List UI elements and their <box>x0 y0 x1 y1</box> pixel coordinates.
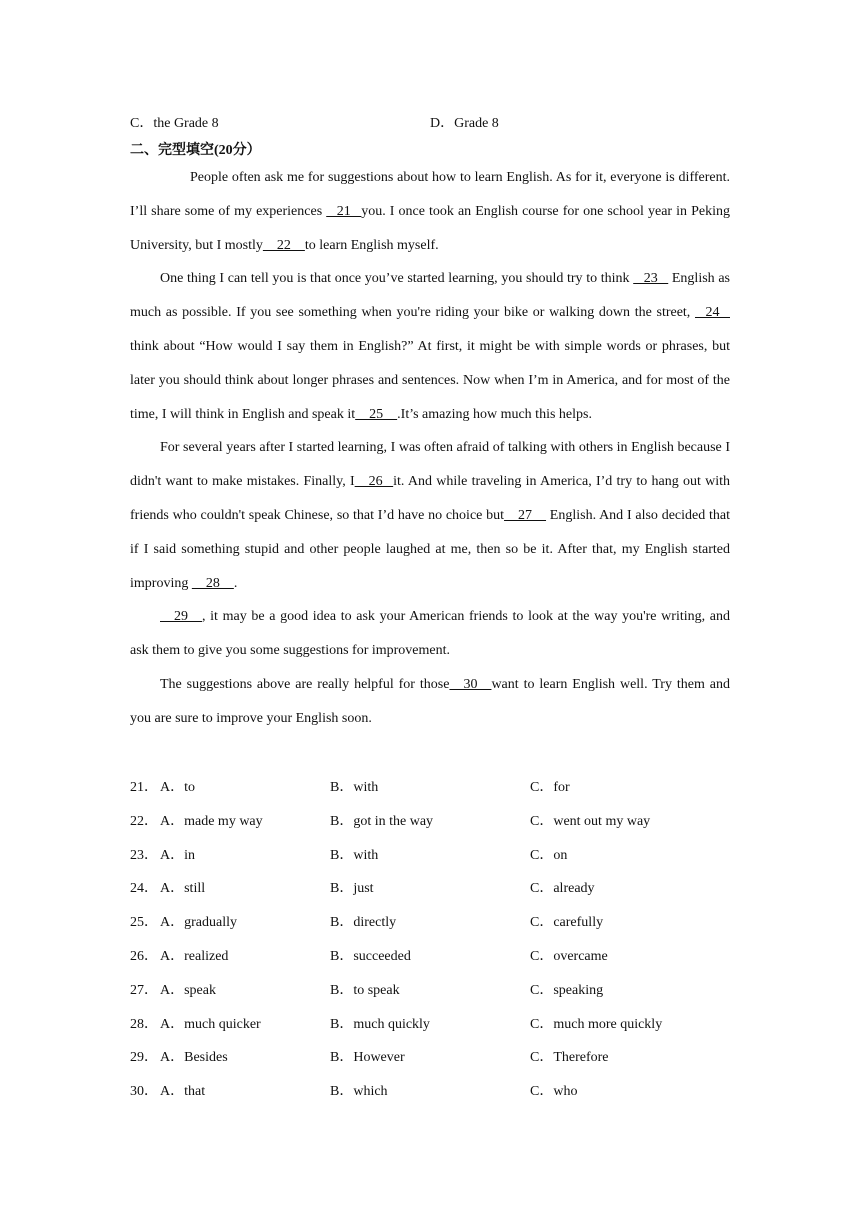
option-a[interactable]: A．made my way <box>160 813 263 829</box>
option-a[interactable]: A．in <box>160 847 195 863</box>
question-row <box>130 804 730 838</box>
option-b[interactable]: B．with <box>330 847 379 863</box>
question-number: 29． <box>130 1050 158 1066</box>
option-b[interactable]: B．However <box>330 1050 405 1066</box>
option-a[interactable]: A．still <box>160 881 206 897</box>
question-row <box>130 939 730 973</box>
option-c[interactable]: C．went out my way <box>530 813 651 829</box>
option-a[interactable]: A．gradually <box>160 915 237 931</box>
option-a[interactable]: A．Besides <box>160 1050 228 1066</box>
option-c[interactable]: C．Therefore <box>530 1050 609 1066</box>
option-b[interactable]: B．just <box>330 881 374 897</box>
option-c[interactable]: C．already <box>530 881 595 897</box>
option-c[interactable]: C．on <box>530 847 568 863</box>
blank-21: 21 <box>326 203 362 219</box>
option-c[interactable]: C．much more quickly <box>530 1016 663 1032</box>
option-a[interactable]: A．much quicker <box>160 1016 261 1032</box>
question-number: 23． <box>130 847 158 863</box>
blank-29: 29 <box>160 609 202 625</box>
option-a[interactable]: A．realized <box>160 948 229 964</box>
question-row <box>130 1040 730 1074</box>
option-c[interactable]: C．for <box>530 780 570 795</box>
option-d: D．Grade 8 <box>430 116 499 131</box>
question-row <box>130 770 730 804</box>
question-row <box>130 1007 730 1041</box>
question-number: 27． <box>130 982 158 998</box>
option-b[interactable]: B．with <box>330 780 379 795</box>
question-number: 28． <box>130 1016 158 1032</box>
option-a[interactable]: A．speak <box>160 982 216 998</box>
blank-24: 24 <box>695 305 730 321</box>
question-row <box>130 838 730 872</box>
question-number: 26． <box>130 948 158 964</box>
blank-26: 26 <box>354 474 394 490</box>
question-number: 21． <box>130 780 158 795</box>
paragraph-5: The suggestions above are really helpful for those 30 want to learn English well. Try them and you are sure to improve your English soon. <box>130 668 730 736</box>
option-c: C．the Grade 8 <box>130 116 219 131</box>
blank-25: 25 <box>355 406 398 422</box>
question-row <box>130 871 730 905</box>
blank-22: 22 <box>262 237 305 253</box>
paragraph-2: One thing I can tell you is that once you’ve started learning, you should try to think 23 English as much as possible. If you see something when you're riding your bike or walking down the street, 24 think about “How would I say them in English?” At first, it might be with simple words or phrases, but later you should think about longer phrases and sentences. Now when I’m in America, and for most of the time, I will think in English and speak it 25 .It’s amazing how much this helps. <box>130 262 730 431</box>
option-c[interactable]: C．who <box>530 1084 578 1100</box>
option-b[interactable]: B．to speak <box>330 982 400 998</box>
question-number: 22． <box>130 813 158 829</box>
option-b[interactable]: B．got in the way <box>330 813 434 829</box>
blank-28: 28 <box>191 575 234 591</box>
option-a[interactable]: A．that <box>160 1084 206 1100</box>
question-row <box>130 973 730 1007</box>
question-number: 25． <box>130 915 158 931</box>
question-row <box>130 1074 730 1108</box>
section-heading: 二、完型填空(20分） <box>130 143 261 158</box>
cloze-passage <box>130 161 730 736</box>
paragraph-1: People often ask me for suggestions about how to learn English. As for it, everyone is different. I’ll share some of my experiences 21 you. I once took an English course for one school year in Peking University, but I mostly 22 to learn English myself. <box>130 161 730 262</box>
option-c[interactable]: C．carefully <box>530 915 604 931</box>
option-c[interactable]: C．overcame <box>530 948 608 964</box>
paragraph-3: For several years after I started learning, I was often afraid of talking with others in English because I didn't want to make mistakes. Finally, I 26 it. And while traveling in America, I’d try to hang out with friends who couldn't speak Chinese, so that I’d have no choice but 27 English. And I also decided that if I said something stupid and other people laughed at me, then so be it. After that, my English started improving 28 . <box>130 431 730 600</box>
paragraph-4: 29 , it may be a good idea to ask your American friends to look at the way you're writing, and ask them to give you some suggestions for improvement. <box>130 600 730 668</box>
question-number: 24． <box>130 881 158 897</box>
blank-27: 27 <box>504 507 547 523</box>
blank-30: 30 <box>449 676 492 692</box>
question-row <box>130 905 730 939</box>
question-list <box>130 770 730 1108</box>
previous-question-options <box>130 112 730 134</box>
blank-23: 23 <box>633 271 669 287</box>
option-a[interactable]: A．to <box>160 780 195 795</box>
option-b[interactable]: B．succeeded <box>330 948 411 964</box>
option-b[interactable]: B．directly <box>330 915 397 931</box>
option-c[interactable]: C．speaking <box>530 982 604 998</box>
option-b[interactable]: B．which <box>330 1084 388 1100</box>
option-b[interactable]: B．much quickly <box>330 1016 430 1032</box>
question-number: 30． <box>130 1084 158 1100</box>
